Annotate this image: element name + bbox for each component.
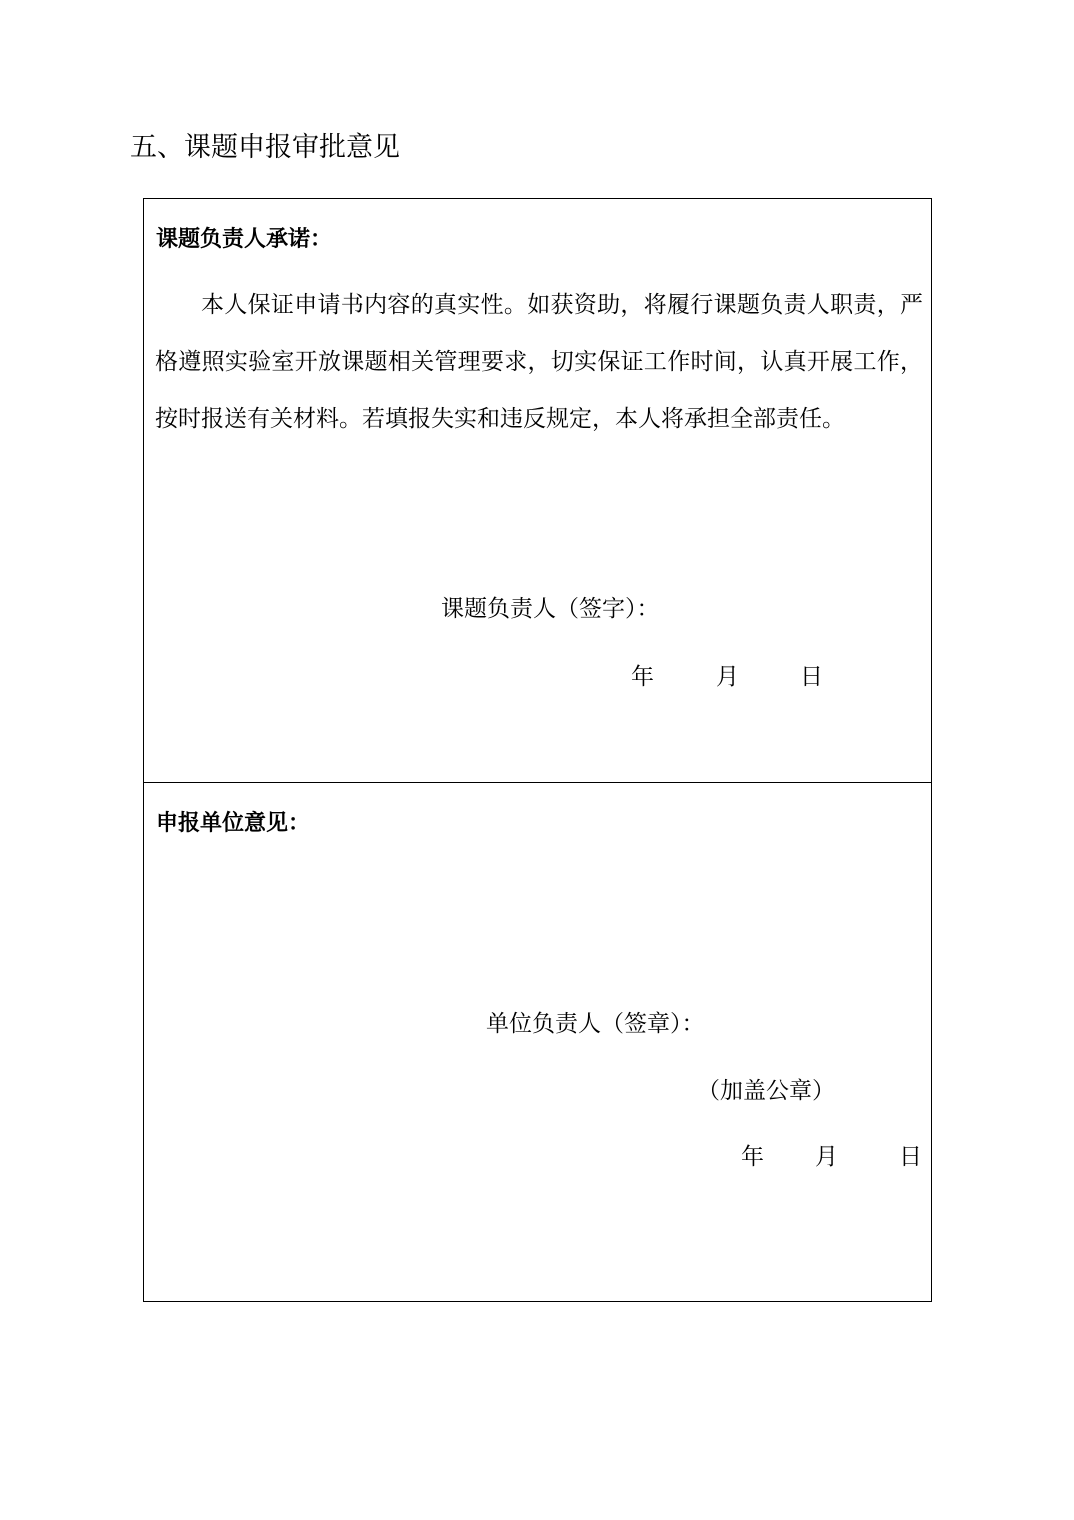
unit-signature-label: 单位负责人（签章）：: [486, 1011, 705, 1037]
unit-date-month: 月: [815, 1144, 838, 1170]
unit-opinion-label: 申报单位意见：: [156, 810, 311, 836]
pledge-date-month: 月: [716, 664, 739, 690]
pledge-date-year: 年: [631, 664, 654, 690]
section-title: 五、课题申报审批意见: [130, 132, 400, 163]
unit-date-year: 年: [741, 1144, 764, 1170]
pledge-cell: [144, 199, 931, 783]
seal-note: （加盖公章）: [697, 1078, 835, 1104]
leader-signature-label: 课题负责人（签字）：: [441, 596, 660, 622]
pledge-label: 课题负责人承诺：: [156, 226, 333, 252]
pledge-text: 本人保证申请书内容的真实性。如获资助，将履行课题负责人职责，严格遵照实验室开放课题相关管理要求，切实保证工作时间，认真开展工作，按时报送有关材料。若填报失实和违反规定，本人将承担全部责任。: [155, 292, 923, 432]
approval-table: [143, 198, 932, 1302]
pledge-date-day: 日: [800, 664, 823, 690]
unit-date-day: 日: [899, 1144, 922, 1170]
unit-opinion-cell: [144, 783, 931, 1301]
